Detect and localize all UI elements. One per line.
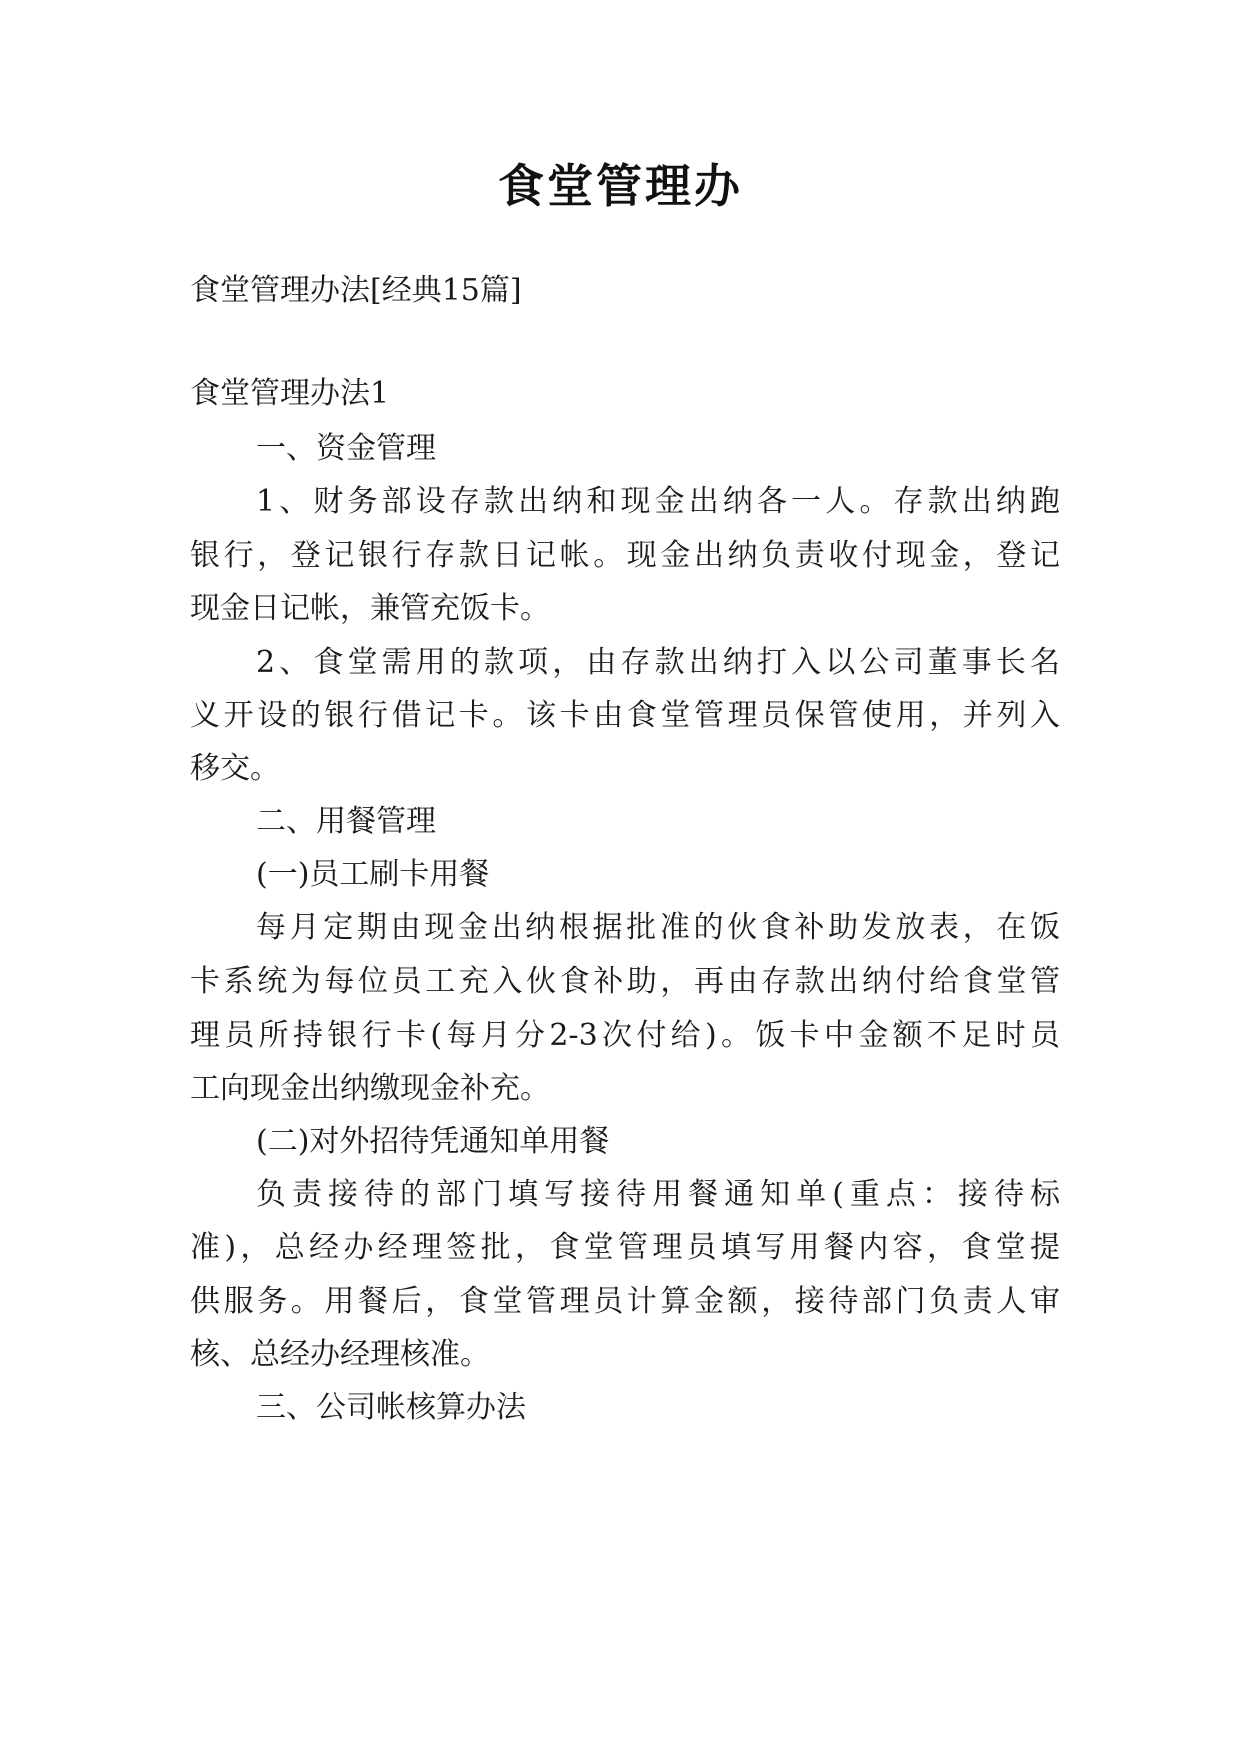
heading-dining-management: 二、用餐管理: [256, 804, 436, 839]
paragraph-line: 核、总经办经理核准。: [190, 1337, 490, 1372]
paragraph-line: 现金日记帐，兼管充饭卡。: [190, 591, 550, 626]
paragraph-line: 负责接待的部门填写接待用餐通知单(重点：接待标: [256, 1177, 1060, 1212]
subheading-hospitality-dining: (二)对外招待凭通知单用餐: [256, 1124, 610, 1159]
paragraph-line: 2、食堂需用的款项，由存款出纳打入以公司董事长名: [256, 645, 1060, 680]
paragraph-line: 准)，总经办经理签批，食堂管理员填写用餐内容，食堂提: [190, 1230, 1060, 1265]
paragraph-line: 供服务。用餐后，食堂管理员计算金额，接待部门负责人审: [190, 1284, 1060, 1319]
subheading-card-dining: (一)员工刷卡用餐: [256, 857, 490, 892]
heading-accounting-method: 三、公司帐核算办法: [256, 1390, 526, 1425]
paragraph-line: 1、财务部设存款出纳和现金出纳各一人。存款出纳跑: [256, 484, 1060, 519]
paragraph-line: 义开设的银行借记卡。该卡由食堂管理员保管使用，并列入: [190, 698, 1060, 733]
paragraph-line: 卡系统为每位员工充入伙食补助，再由存款出纳付给食堂管: [190, 964, 1060, 999]
heading-funds-management: 一、资金管理: [256, 431, 436, 466]
paragraph-line: 银行，登记银行存款日记帐。现金出纳负责收付现金，登记: [190, 538, 1060, 573]
paragraph-line: 理员所持银行卡(每月分2-3次付给)。饭卡中金额不足时员: [190, 1018, 1060, 1053]
section-heading: 食堂管理办法1: [190, 376, 390, 411]
paragraph-line: 移交。: [190, 751, 280, 786]
paragraph-line: 工向现金出纳缴现金补充。: [190, 1071, 550, 1106]
document-subtitle: 食堂管理办法[经典15篇]: [190, 273, 522, 308]
document-title: 食堂管理办: [498, 159, 743, 213]
paragraph-line: 每月定期由现金出纳根据批准的伙食补助发放表，在饭: [256, 910, 1060, 945]
